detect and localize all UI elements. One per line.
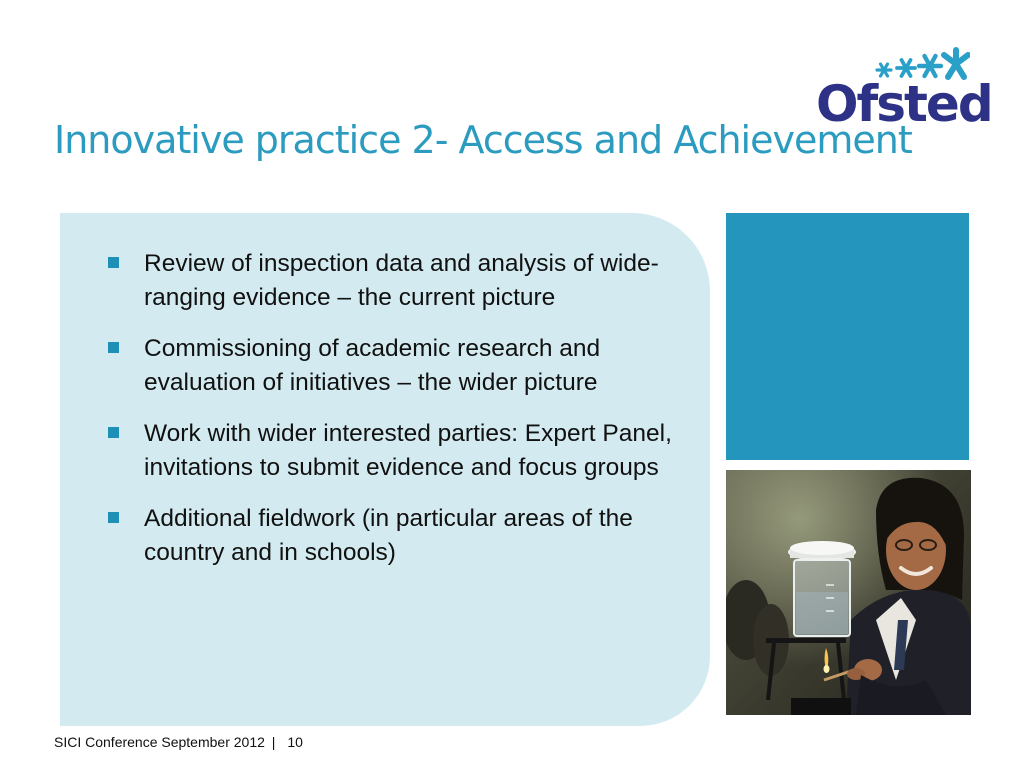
footer-separator: |: [271, 734, 276, 750]
square-bullet-icon: [108, 257, 119, 268]
square-bullet-icon: [108, 427, 119, 438]
bullet-item: [108, 502, 700, 570]
slide-title: Innovative practice 2- Access and Achievement: [54, 118, 912, 162]
page-number: 10: [287, 734, 303, 750]
bullet-list: [108, 247, 700, 587]
bullet-text: Additional fieldwork (in particular areas of the country and in schools): [144, 505, 633, 566]
bullet-item: [108, 247, 700, 315]
bullet-text: Work with wider interested parties: Expert Panel, invitations to submit evidence and focus groups: [144, 420, 672, 481]
decorative-blue-block: [726, 213, 969, 460]
logo-wordmark: Ofsted: [816, 75, 992, 133]
content-panel: [60, 213, 710, 726]
bullet-item: [108, 332, 700, 400]
bullet-text: Commissioning of academic research and evaluation of initiatives – the wider picture: [144, 335, 601, 396]
photo-illustration: [726, 470, 971, 715]
slide-footer: [54, 734, 303, 750]
square-bullet-icon: [108, 342, 119, 353]
footer-event: SICI Conference September 2012: [54, 734, 265, 750]
square-bullet-icon: [108, 512, 119, 523]
student-experiment-photo: [726, 470, 971, 715]
bullet-text: Review of inspection data and analysis of wide-ranging evidence – the current picture: [144, 250, 659, 311]
bullet-item: [108, 417, 700, 485]
